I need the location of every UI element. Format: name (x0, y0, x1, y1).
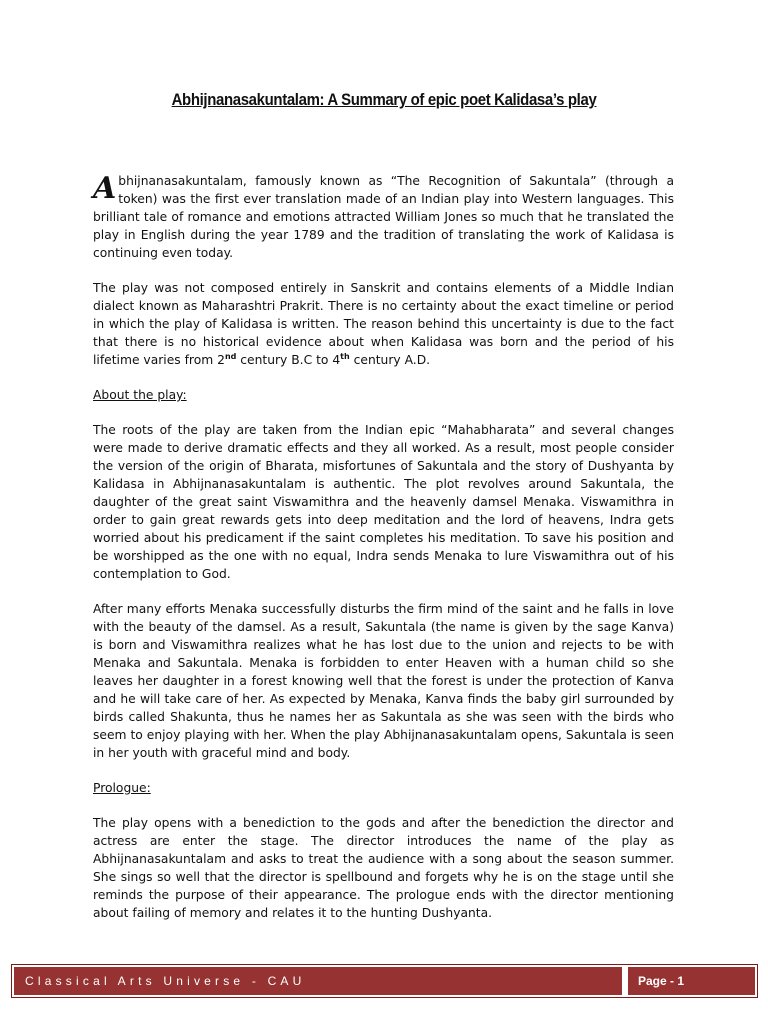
dating-text-c: century A.D. (349, 353, 431, 367)
intro-text: bhijnanasakuntalam, famously known as “The Recognition of Sakuntala” (through a token) was the first ever translation made of an Indian play into Western languages. This brilliant tale of romance and emotions attracted William Jones so much that he translated the play in English during the year 1789 and the tradition of translating the work of Kalidasa is continuing even today. (93, 174, 674, 260)
document-body (93, 172, 674, 939)
dating-text-a: The play was not composed entirely in Sanskrit and contains elements of a Middle Indian dialect known as Maharashtri Prakrit. There is no certainty about the exact timeline or period in which the play of Kalidasa is written. The reason behind this uncertainty is due to the fact that there is no historical evidence about when Kalidasa was born and the period of his lifetime varies from 2 (93, 281, 674, 367)
page-footer (11, 964, 758, 998)
ordinal-suffix: th (340, 351, 350, 361)
about-paragraph-2: After many efforts Menaka successfully disturbs the firm mind of the saint and he falls in love with the beauty of the damsel. As a result, Sakuntala (the name is given by the sage Kanva) is born and Viswamithra realizes what he has lost due to the union and rejects to be with Menaka and Sakuntala. Menaka is forbidden to enter Heaven with a human child so she leaves her daughter in a forest knowing well that the forest is under the protection of Kanva and he will take care of her. As expected by Menaka, Kanva finds the baby girl surrounded by birds called Shakunta, thus he names her as Sakuntala as she was seen with the birds who seem to enjoy playing with her. When the play Abhijnanasakuntalam opens, Sakuntala is seen in her youth with graceful mind and body. (93, 602, 674, 760)
section-heading-about: About the play: (93, 388, 187, 402)
intro-paragraph (93, 172, 674, 262)
about-paragraph-1: The roots of the play are taken from the Indian epic “Mahabharata” and several changes were made to derive dramatic effects and they all worked. As a result, most people consider the version of the origin of Bharata, misfortunes of Sakuntala and the story of Dushyanta by Kalidasa in Abhijnanasakuntalam is authentic. The plot revolves around Sakuntala, the daughter of the great saint Viswamithra and the heavenly damsel Menaka. Viswamithra in order to gain great rewards gets into deep meditation and the lord of heavens, Indra gets worried about his predicament if the saint completes his meditation. To save his position and be worshipped as the one with no equal, Indra sends Menaka to lure Viswamithra out of his contemplation to God. (93, 423, 674, 581)
page-title: Abhijnanasakuntalam: A Summary of epic poet Kalidasa’s play (171, 90, 597, 109)
footer-publication-name: Classical Arts Universe - CAU (14, 967, 622, 995)
section-heading-prologue: Prologue: (93, 781, 151, 795)
ordinal-suffix: nd (224, 351, 237, 361)
footer-page-number: Page - 1 (628, 967, 755, 995)
dating-paragraph (93, 279, 674, 369)
drop-cap: A (93, 171, 117, 206)
prologue-paragraph: The play opens with a benediction to the gods and after the benediction the director and actress are enter the stage. The director introduces the name of the play as Abhijnanasakuntalam and asks to treat the audience with a song about the season summer. She sings so well that the director is spellbound and forgets why he is on the stage until she reminds the purpose of their appearance. The prologue ends with the director mentioning about failing of memory and relates it to the hunting Dushyanta. (93, 816, 674, 920)
dating-text-b: century B.C to 4 (236, 353, 341, 367)
